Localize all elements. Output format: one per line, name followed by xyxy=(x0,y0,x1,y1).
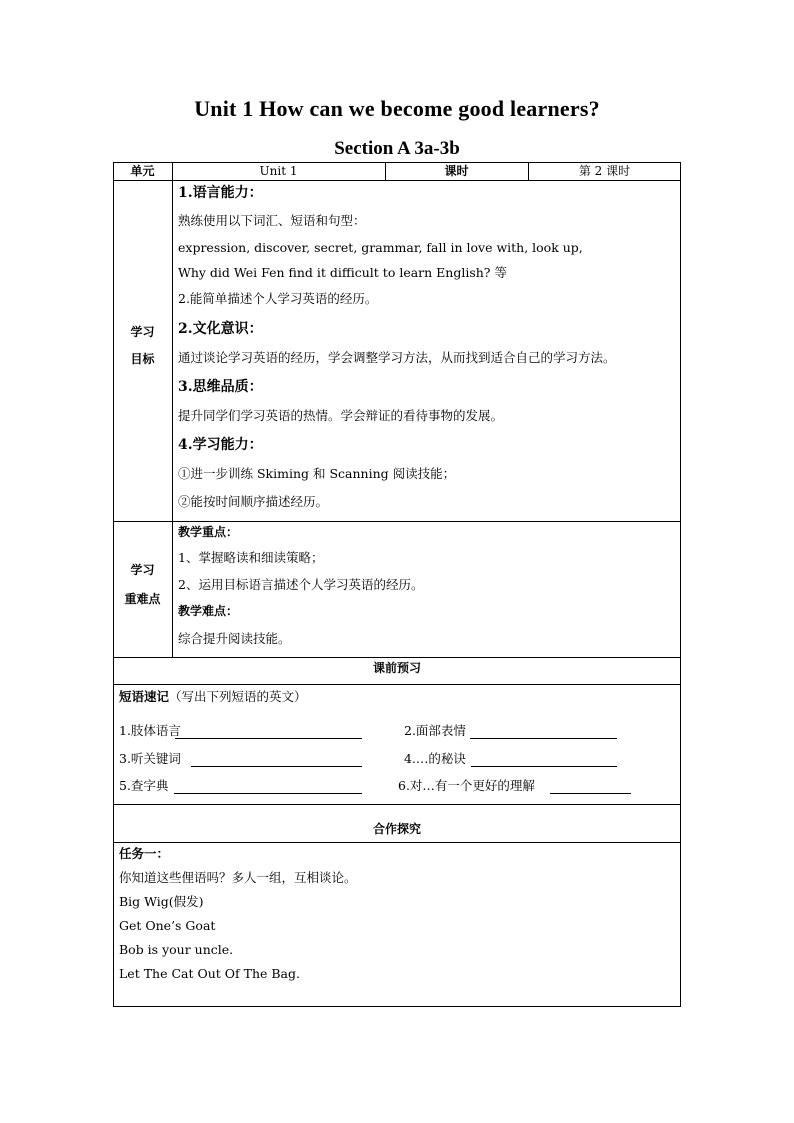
preview-instruction xyxy=(119,691,307,704)
learning-item: ②能按时间顺序描述经历。 xyxy=(178,494,329,509)
answer-blank[interactable] xyxy=(191,766,362,767)
lang-line: Why did Wei Fen find it difficult to learn English? 等 xyxy=(178,265,507,280)
phrase-item: 5.查字典 xyxy=(119,778,169,793)
preview-heading: 课前预习 xyxy=(372,661,421,675)
row-divider xyxy=(113,180,681,181)
preview-instruction-rest: （写出下列短语的英文） xyxy=(169,689,307,704)
difficulty-heading: 教学难点： xyxy=(178,604,239,618)
keypoints-label: 重难点 xyxy=(124,592,161,606)
slang-item: Big Wig(假发) xyxy=(119,894,204,909)
task-heading: 任务一： xyxy=(119,846,170,861)
culture-heading: 2.文化意识： xyxy=(178,321,263,337)
slang-item: Bob is your uncle. xyxy=(119,942,234,957)
row-divider xyxy=(113,804,681,805)
row-divider xyxy=(113,684,681,685)
answer-blank[interactable] xyxy=(175,738,362,739)
section-title: Section A 3a-3b xyxy=(334,138,460,159)
phrase-item: 3.听关键词 xyxy=(119,751,181,766)
period-value: 第 2 课时 xyxy=(578,164,631,178)
difficulty-text: 综合提升阅读技能。 xyxy=(178,631,291,646)
row-divider xyxy=(113,521,681,522)
focus-item: 1、掌握略读和细读策略； xyxy=(178,550,324,565)
thinking-text: 提升同学们学习英语的热情。学会辩证的看待事物的发展。 xyxy=(178,408,504,423)
focus-heading: 教学重点： xyxy=(178,525,239,539)
answer-blank[interactable] xyxy=(470,738,617,739)
answer-blank[interactable] xyxy=(471,766,617,767)
slang-item: Get One’s Goat xyxy=(119,918,216,933)
lang-line: expression, discover, secret, grammar, fall in love with, look up, xyxy=(178,240,583,255)
objectives-label: 目标 xyxy=(130,352,155,366)
answer-blank[interactable] xyxy=(550,793,631,794)
row-divider xyxy=(113,842,681,843)
focus-item: 2、运用目标语言描述个人学习英语的经历。 xyxy=(178,577,424,592)
phrase-item: 2.面部表情 xyxy=(404,723,466,738)
period-label: 课时 xyxy=(444,164,469,178)
keypoints-label: 学习 xyxy=(130,563,155,577)
culture-text: 通过谈论学习英语的经历，学会调整学习方法，从而找到适合自己的学习方法。 xyxy=(178,350,616,365)
lang-line: 2.能简单描述个人学习英语的经历。 xyxy=(178,291,378,306)
phrase-item: 1.肢体语言 xyxy=(119,723,181,738)
lang-heading: 1.语言能力： xyxy=(178,185,263,201)
phrase-item: 6.对…有一个更好的理解 xyxy=(398,778,535,793)
phrase-item: 4.…的秘诀 xyxy=(404,751,466,766)
learning-heading: 4.学习能力： xyxy=(178,437,263,453)
slang-item: Let The Cat Out Of The Bag. xyxy=(119,966,300,981)
preview-instruction-bold: 短语速记 xyxy=(119,689,170,704)
lang-line: 熟练使用以下词汇、短语和句型： xyxy=(178,213,366,228)
column-divider xyxy=(172,162,173,657)
task-text: 你知道这些俚语吗？多人一组，互相谈论。 xyxy=(119,870,357,885)
page-title: Unit 1 How can we become good learners? xyxy=(194,96,600,121)
thinking-heading: 3.思维品质： xyxy=(178,379,263,395)
explore-heading: 合作探究 xyxy=(372,822,421,836)
answer-blank[interactable] xyxy=(174,793,362,794)
unit-value: Unit 1 xyxy=(259,164,298,178)
unit-label: 单元 xyxy=(130,164,155,178)
learning-item: ①进一步训练 Skiming 和 Scanning 阅读技能； xyxy=(178,466,456,481)
row-divider xyxy=(113,657,681,658)
objectives-label: 学习 xyxy=(130,325,155,339)
